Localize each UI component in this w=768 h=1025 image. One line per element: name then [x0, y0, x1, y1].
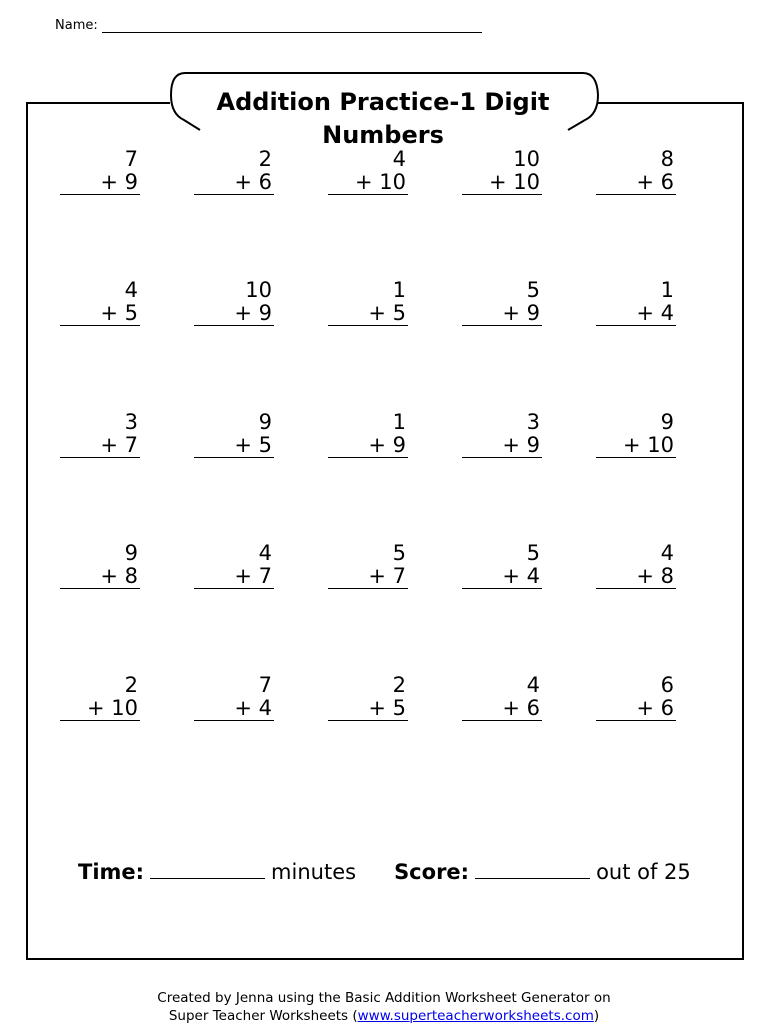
- problem-addend-line: [194, 565, 274, 589]
- problem-r4-c3: [328, 542, 408, 589]
- credit-suffix: ): [593, 1008, 600, 1024]
- problem-r5-c1: [60, 674, 140, 721]
- problem-r2-c5: [596, 279, 676, 326]
- problem-top-number: 1: [392, 410, 406, 434]
- problem-r4-c4: [462, 542, 542, 589]
- problem-top-number: 2: [124, 673, 138, 697]
- problem-r5-c5: [596, 674, 676, 721]
- problem-bottom-number: 8: [124, 564, 138, 588]
- problem-top-number: 6: [660, 673, 674, 697]
- problem-addend-line: [194, 302, 274, 326]
- problem-bottom-number: 8: [660, 564, 674, 588]
- problem-addend-line: [328, 302, 408, 326]
- score-label: Score:: [394, 860, 470, 884]
- problem-addend-line: [194, 697, 274, 721]
- problem-addend-line: [328, 565, 408, 589]
- problem-r1-c4: [462, 148, 542, 195]
- plus-sign: +: [354, 170, 373, 194]
- problem-bottom-number: 5: [258, 433, 272, 457]
- problem-bottom-number: 4: [526, 564, 540, 588]
- problem-top-number: 10: [513, 147, 540, 171]
- problem-bottom-number: 10: [379, 170, 406, 194]
- time-blank[interactable]: [150, 860, 265, 879]
- problem-r3-c3: [328, 411, 408, 458]
- problem-top-number: 4: [392, 147, 406, 171]
- problem-addend-line: [462, 565, 542, 589]
- problem-top-number: 7: [258, 673, 272, 697]
- plus-sign: +: [234, 301, 252, 325]
- plus-sign: +: [100, 301, 118, 325]
- problem-bottom-number: 5: [124, 301, 138, 325]
- problem-bottom-number: 10: [647, 433, 674, 457]
- plus-sign: +: [502, 564, 520, 588]
- problem-addend-line: [60, 697, 140, 721]
- problem-top-number: 3: [526, 410, 540, 434]
- out-of-label: out of 25: [596, 860, 691, 884]
- problem-top-number: 1: [660, 278, 674, 302]
- credit-line-2: [0, 1007, 768, 1025]
- problem-top-number: 9: [124, 541, 138, 565]
- worksheet-title: [205, 86, 561, 152]
- minutes-label: minutes: [271, 860, 357, 884]
- problem-addend-line: [60, 171, 140, 195]
- problem-bottom-number: 9: [526, 433, 540, 457]
- name-label: Name:: [55, 18, 98, 33]
- problem-r1-c5: [596, 148, 676, 195]
- problem-r2-c4: [462, 279, 542, 326]
- problem-r5-c2: [194, 674, 274, 721]
- worksheet-frame: [26, 102, 744, 960]
- problem-top-number: 4: [660, 541, 674, 565]
- credit-prefix: Super Teacher Worksheets (: [168, 1008, 358, 1024]
- problem-bottom-number: 6: [258, 170, 272, 194]
- problem-r3-c5: [596, 411, 676, 458]
- problem-top-number: 4: [258, 541, 272, 565]
- plus-sign: +: [368, 696, 386, 720]
- problem-top-number: 4: [526, 673, 540, 697]
- problem-r3-c1: [60, 411, 140, 458]
- problem-r3-c2: [194, 411, 274, 458]
- problem-addend-line: [60, 302, 140, 326]
- problem-top-number: 5: [392, 541, 406, 565]
- plus-sign: +: [488, 170, 507, 194]
- title-line-1: Addition Practice-1 Digit: [216, 88, 550, 116]
- time-label: Time:: [78, 860, 145, 884]
- problem-addend-line: [596, 434, 676, 458]
- problem-r2-c3: [328, 279, 408, 326]
- problem-addend-line: [194, 434, 274, 458]
- plus-sign: +: [636, 170, 654, 194]
- plus-sign: +: [100, 564, 118, 588]
- problem-addend-line: [596, 697, 676, 721]
- problem-bottom-number: 6: [660, 696, 674, 720]
- problem-top-number: 4: [124, 278, 138, 302]
- problem-top-number: 10: [245, 278, 272, 302]
- problem-r5-c4: [462, 674, 542, 721]
- plus-sign: +: [100, 170, 118, 194]
- problem-r1-c3: [328, 148, 408, 195]
- plus-sign: +: [100, 433, 118, 457]
- problem-addend-line: [596, 171, 676, 195]
- problem-r5-c3: [328, 674, 408, 721]
- problem-bottom-number: 4: [258, 696, 272, 720]
- plus-sign: +: [502, 301, 520, 325]
- problem-top-number: 9: [660, 410, 674, 434]
- problem-bottom-number: 9: [124, 170, 138, 194]
- plus-sign: +: [86, 696, 105, 720]
- score-row: [78, 860, 691, 884]
- credit-line-1: Created by Jenna using the Basic Addition Worksheet Generator on: [157, 990, 611, 1006]
- problem-top-number: 1: [392, 278, 406, 302]
- problem-addend-line: [60, 565, 140, 589]
- problem-r3-c4: [462, 411, 542, 458]
- title-line-2: Numbers: [322, 121, 444, 149]
- problem-bottom-number: 9: [526, 301, 540, 325]
- problem-bottom-number: 10: [513, 170, 540, 194]
- problem-r1-c1: [60, 148, 140, 195]
- problem-bottom-number: 10: [111, 696, 138, 720]
- problem-r4-c2: [194, 542, 274, 589]
- problem-top-number: 8: [660, 147, 674, 171]
- problem-addend-line: [596, 565, 676, 589]
- plus-sign: +: [368, 301, 386, 325]
- problem-r4-c1: [60, 542, 140, 589]
- plus-sign: +: [636, 696, 654, 720]
- plus-sign: +: [636, 564, 654, 588]
- problem-top-number: 2: [392, 673, 406, 697]
- problem-addend-line: [60, 434, 140, 458]
- credit-text: [0, 989, 768, 1025]
- problem-addend-line: [462, 697, 542, 721]
- problem-addend-line: [328, 171, 408, 195]
- plus-sign: +: [622, 433, 641, 457]
- problem-addend-line: [328, 434, 408, 458]
- problem-addend-line: [462, 302, 542, 326]
- problem-addend-line: [462, 434, 542, 458]
- problem-bottom-number: 7: [124, 433, 138, 457]
- plus-sign: +: [234, 170, 252, 194]
- problem-addend-line: [596, 302, 676, 326]
- plus-sign: +: [234, 564, 252, 588]
- problem-addend-line: [328, 697, 408, 721]
- plus-sign: +: [368, 564, 386, 588]
- problem-bottom-number: 7: [258, 564, 272, 588]
- problem-top-number: 9: [258, 410, 272, 434]
- problem-r1-c2: [194, 148, 274, 195]
- problem-r2-c2: [194, 279, 274, 326]
- problem-top-number: 5: [526, 278, 540, 302]
- score-blank[interactable]: [475, 860, 590, 879]
- problem-top-number: 7: [124, 147, 138, 171]
- website-link[interactable]: www.superteacherworksheets.com: [357, 1008, 594, 1024]
- problem-r2-c1: [60, 279, 140, 326]
- problem-r4-c5: [596, 542, 676, 589]
- problem-top-number: 3: [124, 410, 138, 434]
- problem-top-number: 2: [258, 147, 272, 171]
- problem-addend-line: [462, 171, 542, 195]
- plus-sign: +: [368, 433, 386, 457]
- problem-addend-line: [194, 171, 274, 195]
- problem-bottom-number: 7: [392, 564, 406, 588]
- problem-bottom-number: 9: [258, 301, 272, 325]
- problem-bottom-number: 9: [392, 433, 406, 457]
- plus-sign: +: [234, 433, 252, 457]
- problem-bottom-number: 6: [660, 170, 674, 194]
- problem-bottom-number: 4: [660, 301, 674, 325]
- problem-bottom-number: 6: [526, 696, 540, 720]
- plus-sign: +: [502, 696, 520, 720]
- problem-bottom-number: 5: [392, 696, 406, 720]
- problem-bottom-number: 5: [392, 301, 406, 325]
- plus-sign: +: [636, 301, 654, 325]
- problem-top-number: 5: [526, 541, 540, 565]
- plus-sign: +: [234, 696, 252, 720]
- plus-sign: +: [502, 433, 520, 457]
